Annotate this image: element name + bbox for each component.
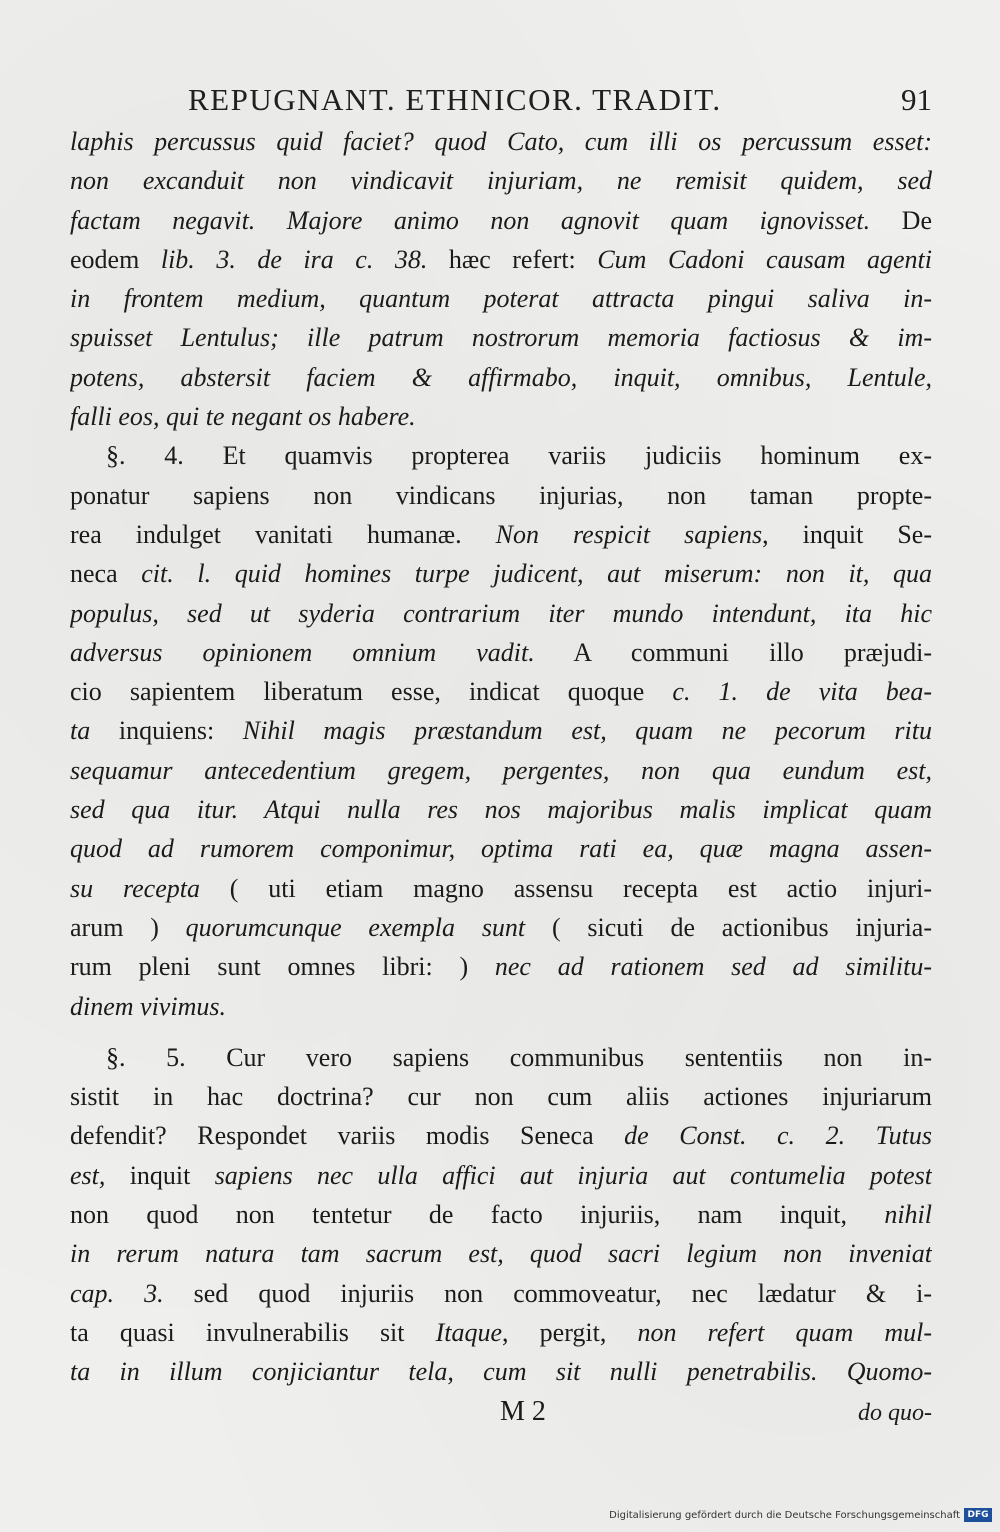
roman-text-segment: sistit in hac doctrina? cur non cum aliis actiones injuriarum <box>70 1082 932 1112</box>
signature-mark: M 2 <box>500 1395 546 1427</box>
text-line <box>70 829 932 868</box>
text-line <box>70 515 932 554</box>
text-line <box>70 318 932 357</box>
italic-text-segment: c. 1. de vita bea- <box>672 677 932 707</box>
italic-text-segment: Itaque <box>435 1317 503 1347</box>
italic-text-segment: quod ad rumorem componimur, optima rati ea, quæ magna assen- <box>70 834 932 864</box>
text-line <box>70 554 932 593</box>
italic-text-segment: de Const. c. 2. Tutus <box>624 1121 932 1151</box>
italic-text-segment: in frontem medium, quantum poterat attracta pingui saliva in- <box>70 284 932 314</box>
roman-text-segment: cio sapientem liberatum esse, indicat quoque <box>70 677 673 707</box>
text-line <box>70 711 932 750</box>
text-line <box>70 672 932 711</box>
roman-text-segment: hæc refert: <box>427 244 598 274</box>
text-line <box>70 201 932 240</box>
text-line <box>70 436 932 475</box>
roman-text-segment: ( sicuti de actionibus injuria- <box>525 912 932 942</box>
text-line <box>70 633 932 672</box>
italic-text-segment: lib. 3. de ira c. 38. <box>160 244 428 274</box>
italic-text-segment: adversus opinionem omnium vadit. <box>70 637 535 667</box>
text-line <box>70 751 932 790</box>
text-line <box>70 476 932 515</box>
italic-text-segment: ta <box>70 716 91 746</box>
roman-text-segment: De <box>870 205 932 235</box>
italic-text-segment: quorumcunque exempla sunt <box>185 912 526 942</box>
italic-text-segment: populus, sed ut syderia contrarium iter mundo intendunt, ita hic <box>70 598 932 628</box>
text-line <box>70 1313 932 1352</box>
roman-text-segment: ta quasi invulnerabilis sit <box>70 1317 436 1347</box>
italic-text-segment: spuisset Lentulus; ille patrum nostrorum memoria factiosus & im- <box>70 323 932 353</box>
text-line <box>70 1352 932 1391</box>
italic-text-segment: non refert quam mul- <box>637 1317 932 1347</box>
text-line <box>70 1077 932 1116</box>
roman-text-segment: neca <box>70 559 142 589</box>
text-line <box>70 1234 932 1273</box>
italic-text-segment: factam negavit. Majore animo non agnovit quam ignovisset. <box>70 205 871 235</box>
italic-text-segment: cit. l. quid homines turpe judicent, aut miserum: non it, qua <box>141 559 932 589</box>
text-line <box>70 279 932 318</box>
digitization-note-text: Digitalisierung gefördert durch die Deutsche Forschungsgemeinschaft <box>609 1509 960 1521</box>
italic-text-segment: Non respicit sapiens <box>495 519 763 549</box>
italic-text-segment: sed qua itur. Atqui nulla res nos majoribus malis implicat quam <box>70 795 932 825</box>
roman-text-segment: §. 5. Cur vero sapiens communibus sententiis non in- <box>106 1042 932 1072</box>
roman-text-segment: rum pleni sunt omnes libri: ) <box>70 952 495 982</box>
text-line <box>70 122 932 161</box>
roman-text-segment: ( uti etiam magno assensu recepta est actio injuri- <box>199 873 932 903</box>
digitization-note <box>609 1506 992 1524</box>
roman-text-segment: sed quod injuriis non commoveatur, nec lædatur & i- <box>163 1278 932 1308</box>
italic-text-segment: in rerum natura tam sacrum est, quod sacri legium non inveniat <box>70 1239 932 1269</box>
roman-text-segment: A communi illo præjudi- <box>534 637 932 667</box>
italic-text-segment: ta in illum conjiciantur tela, cum sit nulli penetrabilis. Quomo- <box>70 1357 932 1387</box>
catchword: do quo- <box>858 1399 932 1426</box>
text-line <box>70 397 932 436</box>
page-number: 91 <box>901 82 932 117</box>
roman-text-segment: arum ) <box>70 912 186 942</box>
roman-text-segment: ponatur sapiens non vindicans injurias, non taman propte- <box>70 480 932 510</box>
text-line <box>70 594 932 633</box>
text-line <box>70 1116 932 1155</box>
roman-text-segment: eodem <box>70 244 161 274</box>
roman-text-segment: §. 4. Et quamvis propterea variis judiciis hominum ex- <box>106 441 932 471</box>
italic-text-segment: laphis percussus quid faciet? quod Cato, cum illi os percussum esset: <box>70 127 932 156</box>
roman-text-segment: rea indulget vanitati humanæ. <box>70 519 496 549</box>
italic-text-segment: non excanduit non vindicavit injuriam, ne remisit quidem, sed <box>70 166 932 196</box>
roman-text-segment: , pergit, <box>502 1317 638 1347</box>
italic-text-segment: Nihil magis præstandum est, quam ne pecorum ritu <box>242 716 932 746</box>
body-text <box>70 122 932 1392</box>
text-line <box>70 1038 932 1077</box>
italic-text-segment: sapiens nec ulla affici aut injuria aut contumelia potest <box>214 1160 932 1190</box>
italic-text-segment: Cum Cadoni causam agenti <box>597 244 932 274</box>
text-line <box>70 790 932 829</box>
roman-text-segment: inquit <box>105 1160 215 1190</box>
italic-text-segment: cap. 3. <box>70 1278 164 1308</box>
running-head <box>70 76 932 122</box>
roman-text-segment: inquiens: <box>90 716 243 746</box>
roman-text-segment: , inquit Se- <box>762 519 932 549</box>
text-line <box>70 358 932 397</box>
text-line <box>70 240 932 279</box>
text-line <box>70 1195 932 1234</box>
text-line <box>70 987 932 1026</box>
italic-text-segment: nec ad rationem sed ad similitu- <box>494 952 932 982</box>
italic-text-segment: dinem vivimus. <box>70 991 226 1021</box>
italic-text-segment: nihil <box>884 1200 932 1230</box>
italic-text-segment: falli eos, qui te negant os habere. <box>70 402 416 432</box>
italic-text-segment: est, <box>70 1160 106 1190</box>
italic-text-segment: potens, abstersit faciem & affirmabo, inquit, omnibus, Lentule, <box>70 362 932 392</box>
italic-text-segment: sequamur antecedentium gregem, pergentes, non qua eundum est, <box>70 755 932 785</box>
roman-text-segment: defendit? Respondet variis modis Seneca <box>70 1121 625 1151</box>
page-footer <box>70 1396 932 1436</box>
text-line <box>70 947 932 986</box>
italic-text-segment: su recepta <box>70 873 200 903</box>
text-line <box>70 869 932 908</box>
text-line <box>70 1156 932 1195</box>
paragraph-gap <box>70 1026 932 1038</box>
text-line <box>70 161 932 200</box>
dfg-logo: DFG <box>964 1508 992 1522</box>
running-head-title: REPUGNANT. ETHNICOR. TRADIT. <box>188 82 722 117</box>
text-line <box>70 908 932 947</box>
roman-text-segment: non quod non tentetur de facto injuriis, nam inquit, <box>70 1200 885 1230</box>
text-line <box>70 1274 932 1313</box>
text-block <box>70 76 932 1436</box>
